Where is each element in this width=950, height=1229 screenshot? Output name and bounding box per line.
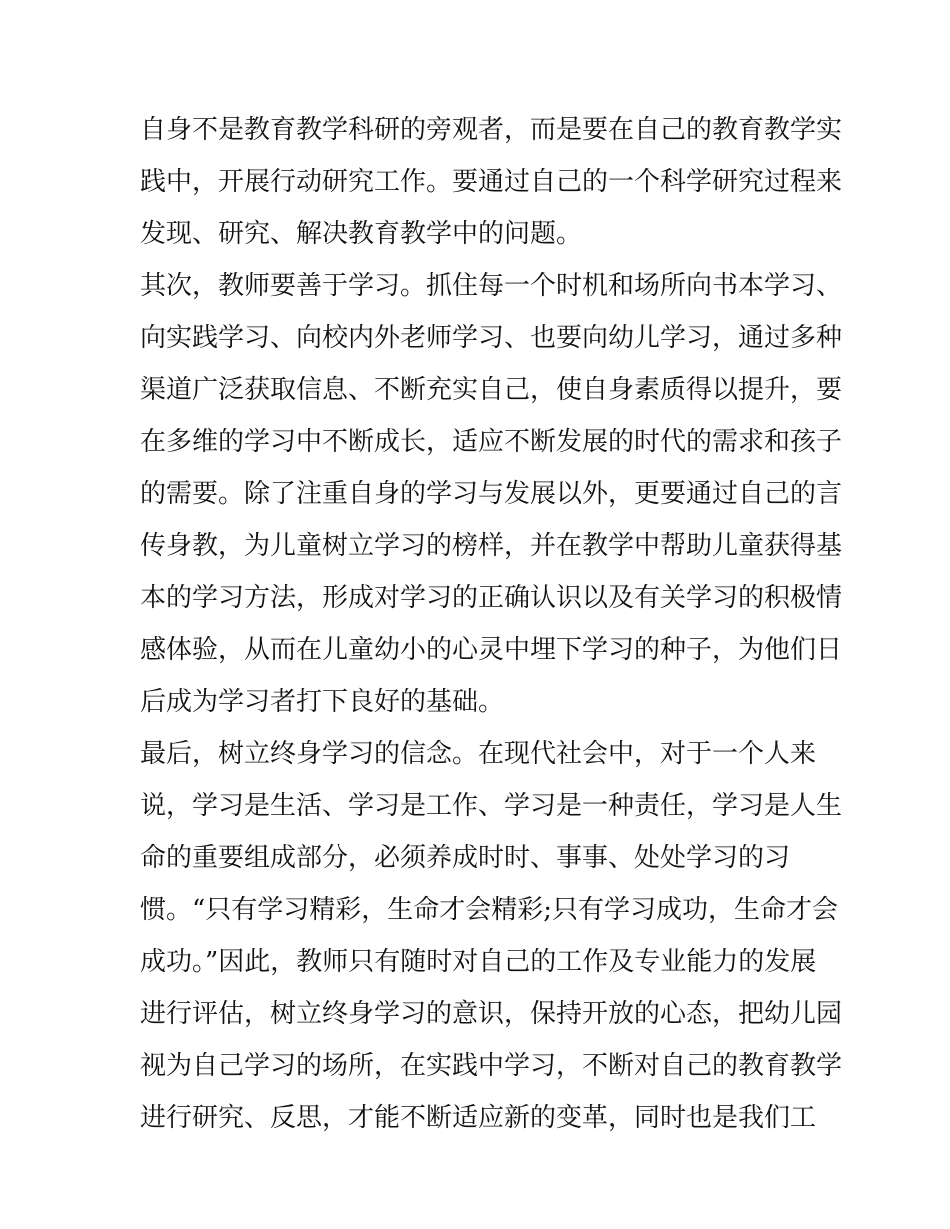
text-line: 成功。”因此，教师只有随时对自己的工作及专业能力的发展 <box>140 947 817 977</box>
text-line: 的需要。除了注重自身的学习与发展以外，更要通过自己的言 <box>140 479 843 509</box>
text-line: 践中，开展行动研究工作。要通过自己的一个科学研究过程来 <box>140 167 843 197</box>
text-line: 命的重要组成部分，必须养成时时、事事、处处学习的习 <box>140 843 791 873</box>
text-line: 渠道广泛获取信息、不断充实自己，使自身素质得以提升，要 <box>140 375 843 405</box>
text-line: 后成为学习者打下良好的基础。 <box>140 687 505 717</box>
text-line: 说，学习是生活、学习是工作、学习是一种责任，学习是人生 <box>140 791 843 821</box>
text-line: 传身教，为儿童树立学习的榜样，并在教学中帮助儿童获得基 <box>140 531 843 561</box>
text-line: 在多维的学习中不断成长，适应不断发展的时代的需求和孩子 <box>140 427 843 457</box>
text-line: 发现、研究、解决教育教学中的问题。 <box>140 219 583 249</box>
text-line: 进行评估，树立终身学习的意识，保持开放的心态，把幼儿园 <box>140 999 843 1029</box>
text-line: 向实践学习、向校内外老师学习、也要向幼儿学习，通过多种 <box>140 323 843 353</box>
text-line: 自身不是教育教学科研的旁观者，而是要在自己的教育教学实 <box>140 115 843 145</box>
text-line: 视为自己学习的场所，在实践中学习，不断对自己的教育教学 <box>140 1051 843 1081</box>
text-line: 其次，教师要善于学习。抓住每一个时机和场所向书本学习、 <box>140 271 843 301</box>
text-line: 惯。“只有学习精彩，生命才会精彩;只有学习成功，生命才会 <box>140 895 839 925</box>
body-text <box>140 104 843 1144</box>
text-line: 最后，树立终身学习的信念。在现代社会中，对于一个人来 <box>140 739 817 769</box>
text-line: 本的学习方法，形成对学习的正确认识以及有关学习的积极情 <box>140 583 843 613</box>
text-line: 进行研究、反思，才能不断适应新的变革，同时也是我们工 <box>140 1103 817 1133</box>
text-line: 感体验，从而在儿童幼小的心灵中埋下学习的种子，为他们日 <box>140 635 843 665</box>
